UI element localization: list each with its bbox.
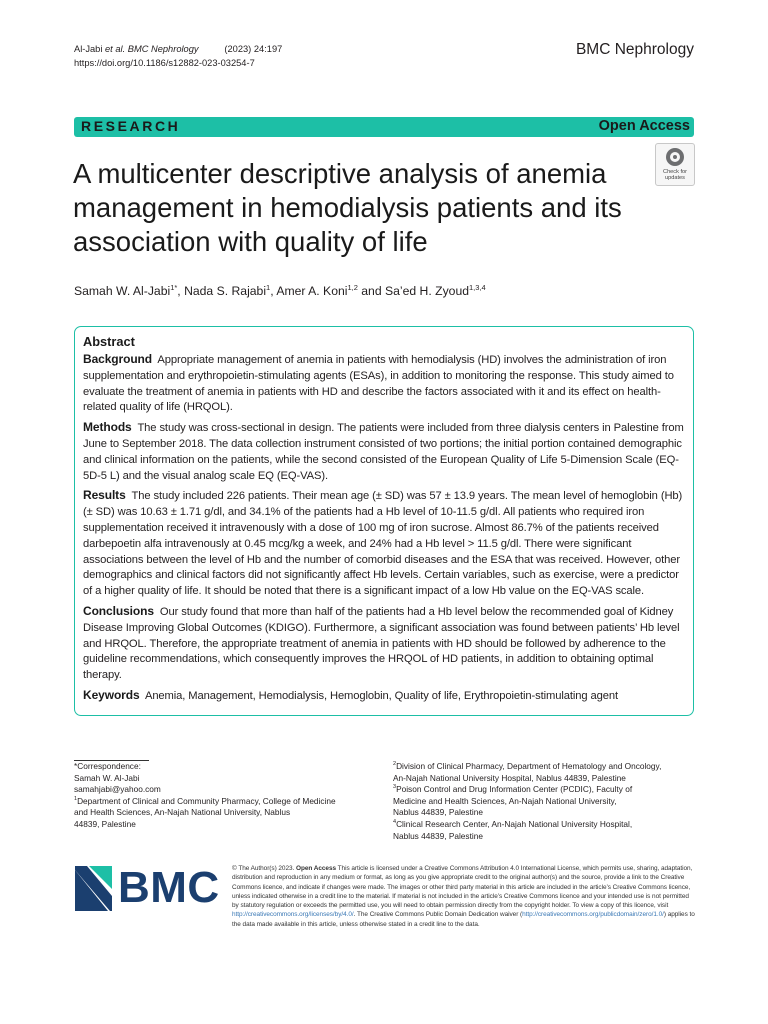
author-list: Samah W. Al-Jabi$^{1*}$, Nada S. Rajabi$^1$, Amer A. Koni$^{1,2}$ and Sa’ed H. Zyoud$^{1,3,4}$ <box>74 282 486 298</box>
check-for-updates-button[interactable] <box>655 143 695 186</box>
title-line: association with quality of life <box>73 226 428 257</box>
affiliation-2-line: An-Najah National University Hospital, Nablus 44839, Palestine <box>393 772 626 783</box>
author-name[interactable]: Nada S. Rajabi <box>184 284 267 298</box>
author-name[interactable]: Amer A. Koni <box>276 284 348 298</box>
citation-line <box>74 43 282 57</box>
author-name[interactable]: Sa’ed H. Zyoud <box>385 284 470 298</box>
check-for-updates-label: Check for updates <box>663 169 687 182</box>
license-text: . The Creative Commons Public Domain Dedication waiver ( <box>353 911 523 919</box>
conclusions-text: Our study found that more than half of the patients had a Hb level below the recommended goal of Kidney Disease Improving Global Outcomes (KDIGO). Furthermore, a significant association was found between patients’ Hb level and HRQOL. Therefore, the appropriate treatment of anemia in patients with HD should be followed by adherence to the guideline recommendations, which consequently improves the HRQOL of HD patients, in addition to obtaining optimal therapy. <box>83 605 680 682</box>
abstract-heading: Abstract <box>83 334 135 349</box>
keywords-text: Anemia, Management, Hemodialysis, Hemoglobin, Quality of life, Erythropoietin-stimulating agent <box>144 689 618 702</box>
background-text: Appropriate management of anemia in patients with hemodialysis (HD) involves the administration of iron supplementation and erythropoietin-stimulating agents (ESAs), in addition to monitoring the response. This study aimed to evaluate the treatment of anemia in patients with HD and describe the factors associated with it and its effect on health-related quality of life (HRQOL). <box>83 354 674 414</box>
affiliation-1-line: and Health Sciences, An-Najah National University, Nablus <box>74 807 291 818</box>
citation-journal: et al. BMC Nephrology <box>105 44 199 54</box>
results-label: Results <box>83 488 126 503</box>
affiliation-3-line: Nablus 44839, Palestine <box>393 807 483 818</box>
author-affiliation[interactable]: 1* <box>170 282 178 292</box>
bmc-logo <box>75 863 220 912</box>
abstract-methods <box>83 420 685 484</box>
background-label: Background <box>83 352 153 366</box>
citation-authors: Al-Jabi <box>74 44 103 54</box>
cc-zero-link[interactable]: http://creativecommons.org/publicdomain/zero/1.0/ <box>522 911 664 919</box>
author-affiliation[interactable]: 1,2 <box>347 282 358 292</box>
article-type-banner <box>74 117 694 137</box>
title-line: management in hemodialysis patients and its <box>73 192 622 223</box>
license-statement <box>232 864 696 929</box>
article-title <box>73 157 643 259</box>
abstract-box <box>74 326 694 716</box>
copyright-text: © The Author(s) 2023. <box>232 865 295 872</box>
affiliation-1: $^1$Department of Clinical and Community Pharmacy, College of Medicine <box>74 795 336 806</box>
affiliation-4: $^4$Clinical Research Center, An-Najah National University Hospital, <box>393 818 633 829</box>
correspondence-footnote <box>74 761 374 831</box>
correspondence-email[interactable]: samahjabi@yahoo.com <box>74 784 161 795</box>
license-open-access-label: Open Access <box>296 865 337 872</box>
conclusions-label: Conclusions <box>83 603 154 618</box>
author-affiliation[interactable]: 1 <box>266 282 271 292</box>
journal-name: BMC Nephrology <box>575 41 694 58</box>
bmc-logo-icon <box>75 866 112 911</box>
open-access-label: Open Access <box>598 118 690 134</box>
affiliation-3-line: Medicine and Health Sciences, An-Najah National University, <box>393 795 617 806</box>
affiliation-3: $^3$Poison Control and Drug Information Center (PCDIC), Faculty of <box>393 784 633 795</box>
cc-by-link[interactable]: http://creativecommons.org/licenses/by/4.0/ <box>232 911 354 919</box>
article-type-label: RESEARCH <box>81 118 181 134</box>
keywords-label: Keywords <box>83 687 140 702</box>
doi-link[interactable]: https://doi.org/10.1186/s12882-023-03254-7 <box>74 57 255 68</box>
bmc-logo-text: BMC <box>118 863 220 912</box>
methods-text: The study was cross-sectional in design. The patients were included from three dialysis centers in Palestine from June to September 2018. The data collection instrument consisted of two portions; the initial portion contained demographic and clinical information on the patients, while the second consisted of the European Quality of Life 5-Dimension Scale (EQ-5D-5 L) and the visual analog scale EQ (EQ-VAS). <box>83 422 684 482</box>
affiliation-2: $^2$Division of Clinical Pharmacy, Department of Hematology and Oncology, <box>393 761 662 771</box>
affiliations-footnote <box>393 761 693 842</box>
methods-label: Methods <box>83 420 132 435</box>
affiliation-1-line: 44839, Palestine <box>74 818 136 829</box>
author-affiliation[interactable]: 1,3,4 <box>469 282 486 292</box>
title-line: A multicenter descriptive analysis of anemia <box>73 158 607 189</box>
affiliation-4-line: Nablus 44839, Palestine <box>393 830 483 841</box>
abstract-keywords <box>83 688 685 705</box>
abstract-results <box>83 488 685 600</box>
results-text: The study included 226 patients. Their mean age (± SD) was 57 ± 13.9 years. The mean level of hemoglobin (Hb) (± SD) was 10.63 ± 1.71 g/dl, and 34.1% of the patients had a Hb level of 10-11.5 g/dl. All patients who required iron supplementation received it intravenously with a dose of 100 mg of iron sucrose. Almost 86.7% of the patients received darbepoetin alfa intravenously at 0.45 mcg/kg a week, and 24% had a Hb level > 11.5 g/dl. There were significant associations between the level of Hb and the number of comorbid diseases and the ESA that was received. However, other demographics and clinical factors did not significantly affect Hb levels. Certain variables, such as exercise, were a predictor of a higher quality of life. It should be noted that there is a significant impact of a low Hb value on the EQ-VAS scale. <box>83 490 683 598</box>
correspondence-name: Samah W. Al-Jabi <box>74 772 140 783</box>
correspondence-label: *Correspondence: <box>74 761 141 771</box>
citation-year-volume: (2023) 24:197 <box>224 44 283 54</box>
check-for-updates-icon <box>666 148 684 166</box>
license-text: This article is licensed under a Creative Commons Attribution 4.0 International License, which permits use, sharing, adaptation, distribution and reproduction in any medium or format, as long as you give appropriate credit to the original author(s) and the source, provide a link to the Creative Commons licence, and indicate if changes were made. The images or other third party material in this article are included in the article’s Creative Commons licence, unless indicated otherwise in a credit line to the material. If material is not included in the article’s Creative Commons licence and your intended use is not permitted by statutory regulation or exceeds the permitted use, you will need to obtain permission directly from the copyright holder. To view a copy of this licence, visit <box>232 865 693 910</box>
running-header-citation <box>74 43 282 70</box>
abstract-background <box>83 352 685 416</box>
abstract-conclusions <box>83 604 685 684</box>
license-text: ) applies to the data made available in this article, unless otherwise stated in a credit line to the data. <box>232 911 695 928</box>
author-name[interactable]: Samah W. Al-Jabi <box>74 284 171 298</box>
